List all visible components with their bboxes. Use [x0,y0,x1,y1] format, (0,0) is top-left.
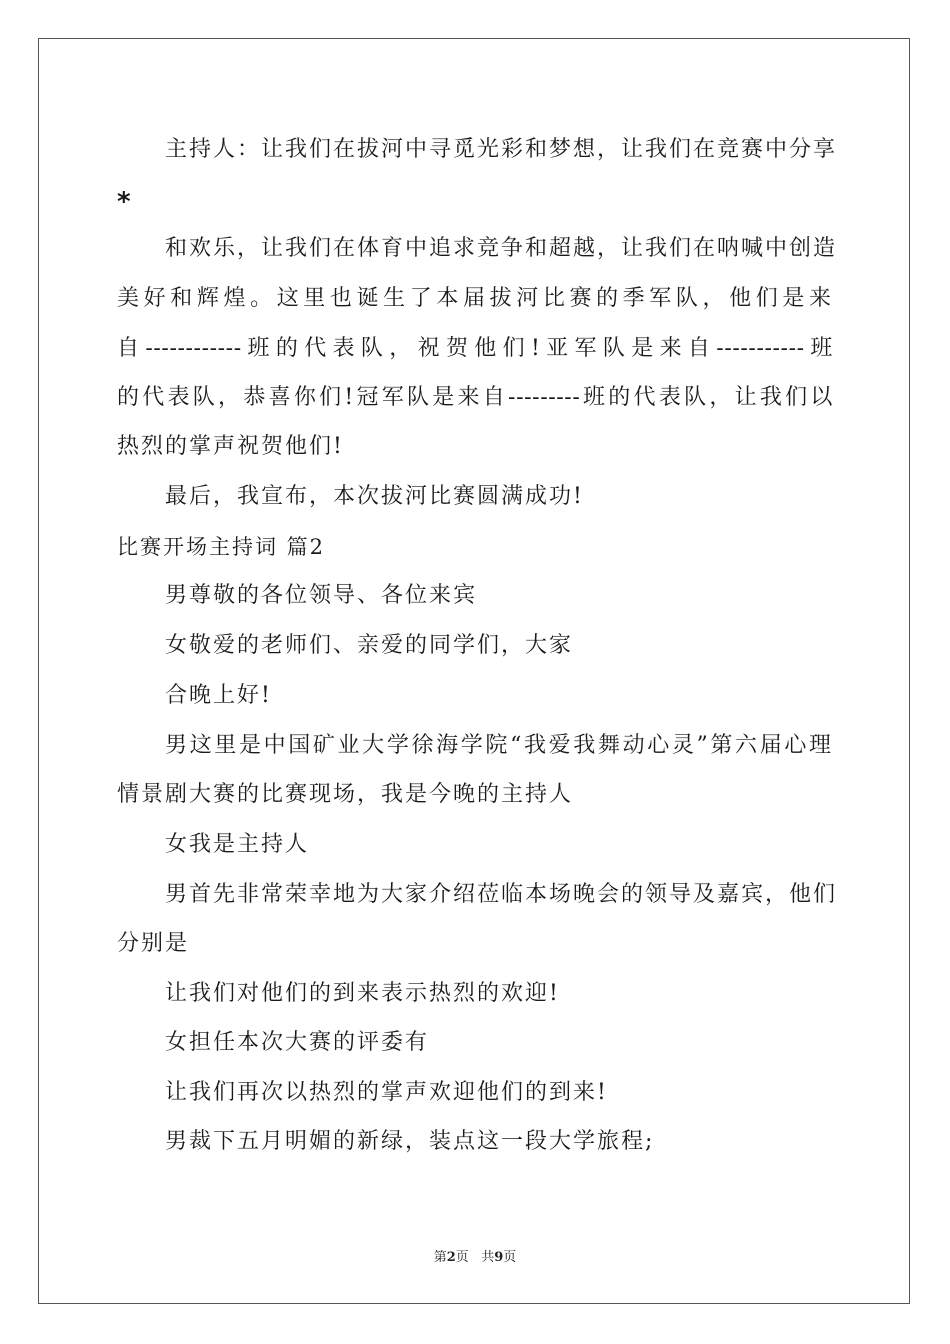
paragraph-line: 女担任本次大赛的评委有 [165,1030,430,1055]
paragraph-line: 合晚上好! [165,683,272,708]
footer-total-pages: 9 [494,1250,504,1265]
footer-page-unit: 页 [455,1250,469,1265]
section-heading: 比赛开场主持词 篇2 [117,535,326,559]
paragraph-line: 主持人：让我们在拔河中寻觅光彩和梦想，让我们在竞赛中分享 [165,137,838,162]
footer-current-page: 2 [446,1250,456,1265]
paragraph-line: 男裁下五月明媚的新绿，装点这一段大学旅程; [165,1129,655,1154]
asterisk-mark: * [117,187,131,217]
footer-total-unit: 页 [503,1250,517,1265]
paragraph-line: 男这里是中国矿业大学徐海学院“我爱我舞动心灵”第六届心理 [165,733,833,758]
paragraph-line: 情景剧大赛的比赛现场，我是今晚的主持人 [117,782,574,807]
footer-prefix: 第 [433,1250,447,1265]
footer-total-prefix: 共 [481,1250,495,1265]
paragraph-line: 女敬爱的老师们、亲爱的同学们，大家 [165,633,574,658]
paragraph-line: 的代表队，恭喜你们!冠军队是来自---------班的代表队，让我们以 [117,385,833,410]
paragraph-line: 美好和辉煌。这里也诞生了本届拔河比赛的季军队，他们是来 [117,286,833,311]
page-frame [38,38,910,1304]
paragraph-line: 分别是 [117,931,190,956]
page-footer [0,1246,950,1265]
paragraph-line: 最后，我宣布，本次拔河比赛圆满成功! [165,484,584,509]
paragraph-line: 自------------班的代表队，祝贺他们!亚军队是来自-----------班 [117,336,833,361]
paragraph-line: 男尊敬的各位领导、各位来宾 [165,583,478,608]
paragraph-line: 男首先非常荣幸地为大家介绍莅临本场晚会的领导及嘉宾，他们 [165,882,838,907]
paragraph-line: 女我是主持人 [165,832,310,857]
paragraph-line: 让我们对他们的到来表示热烈的欢迎! [165,981,560,1006]
paragraph-line: 和欢乐，让我们在体育中追求竞争和超越，让我们在呐喊中创造 [165,236,838,261]
paragraph-line: 热烈的掌声祝贺他们! [117,434,344,459]
paragraph-line: 让我们再次以热烈的掌声欢迎他们的到来! [165,1080,608,1105]
